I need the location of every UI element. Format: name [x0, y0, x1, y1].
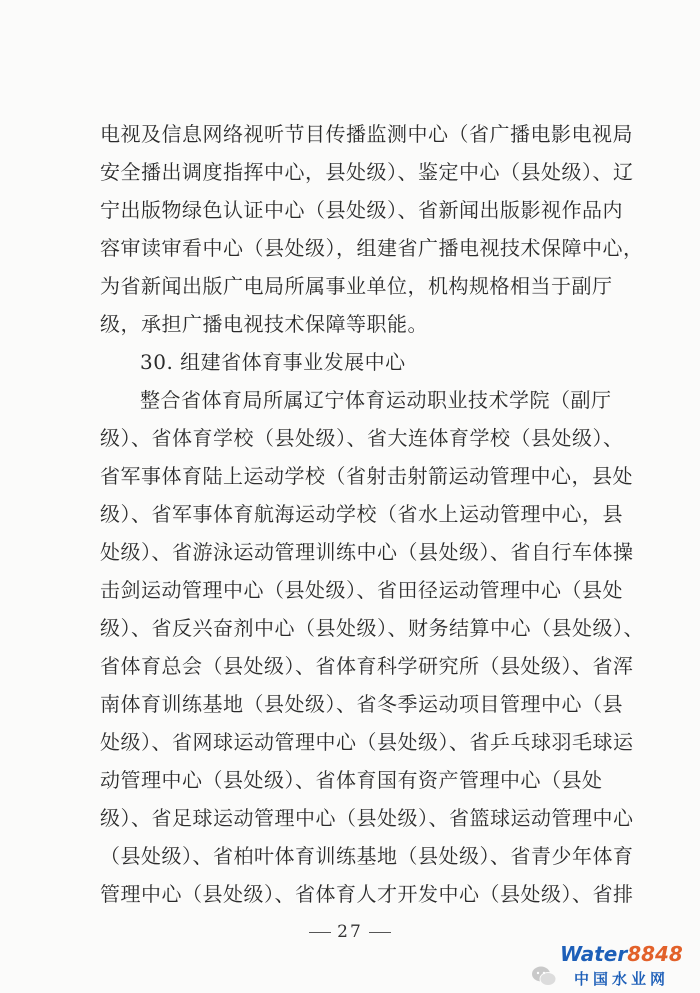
- text-line: 整合省体育局所属辽宁体育运动职业技术学院（副厅: [140, 388, 612, 412]
- watermark-brand-number: 8848: [627, 942, 683, 966]
- text-line: 电视及信息网络视听节目传播监测中心（省广播电影电视局: [100, 122, 633, 146]
- text-line: 南体育训练基地（县处级）、省冬季运动项目管理中心（县: [100, 692, 623, 716]
- watermark-site-name: 中国水业网: [574, 970, 670, 988]
- page-number-value: 27: [337, 922, 363, 942]
- text-line: 处级）、省网球运动管理中心（县处级）、省乒乓球羽毛球运: [100, 730, 634, 754]
- text-line: 击剑运动管理中心（县处级）、省田径运动管理中心（县处: [100, 578, 623, 602]
- text-line: 宁出版物绿色认证中心（县处级）、省新闻出版影视作品内: [100, 198, 623, 222]
- text-line: 动管理中心（县处级）、省体育国有资产管理中心（县处: [100, 768, 603, 792]
- watermark-brand-text: Water: [560, 942, 628, 966]
- text-line: 管理中心（县处级）、省体育人才开发中心（县处级）、省排: [100, 882, 634, 906]
- page-number: [0, 922, 700, 942]
- text-line: 级）、省军事体育航海运动学校（省水上运动管理中心，县: [100, 502, 623, 526]
- text-line: 处级）、省游泳运动管理训练中心（县处级）、省自行车体操: [100, 540, 634, 564]
- text-line: 省体育总会（县处级）、省体育科学研究所（县处级）、省浑: [100, 654, 634, 678]
- text-line: 安全播出调度指挥中心，县处级）、鉴定中心（县处级）、辽: [100, 160, 634, 184]
- text-line: 级，承担广播电视技术保障等职能。: [100, 312, 428, 336]
- page-number-dash-left: [309, 932, 331, 933]
- text-line: 级）、省体育学校（县处级）、省大连体育学校（县处级）、: [100, 426, 624, 450]
- text-line: 级）、省反兴奋剂中心（县处级）、财务结算中心（县处级）、: [100, 616, 644, 640]
- text-line: 为省新闻出版广电局所属事业单位，机构规格相当于副厅: [100, 274, 613, 298]
- site-watermark: [530, 940, 695, 990]
- section-heading: 30. 组建省体育事业发展中心: [140, 350, 406, 374]
- text-line: 容审读审看中心（县处级），组建省广播电视技术保障中心，: [100, 236, 644, 260]
- page-number-dash-right: [369, 932, 391, 933]
- text-line: （县处级）、省柏叶体育训练基地（县处级）、省青少年体育: [100, 844, 634, 868]
- wechat-logo-icon: [530, 962, 558, 990]
- text-line: 省军事体育陆上运动学校（省射击射箭运动管理中心，县处: [100, 464, 633, 488]
- text-line: 级）、省足球运动管理中心（县处级）、省篮球运动管理中心: [100, 806, 634, 830]
- watermark-brand: [560, 942, 683, 966]
